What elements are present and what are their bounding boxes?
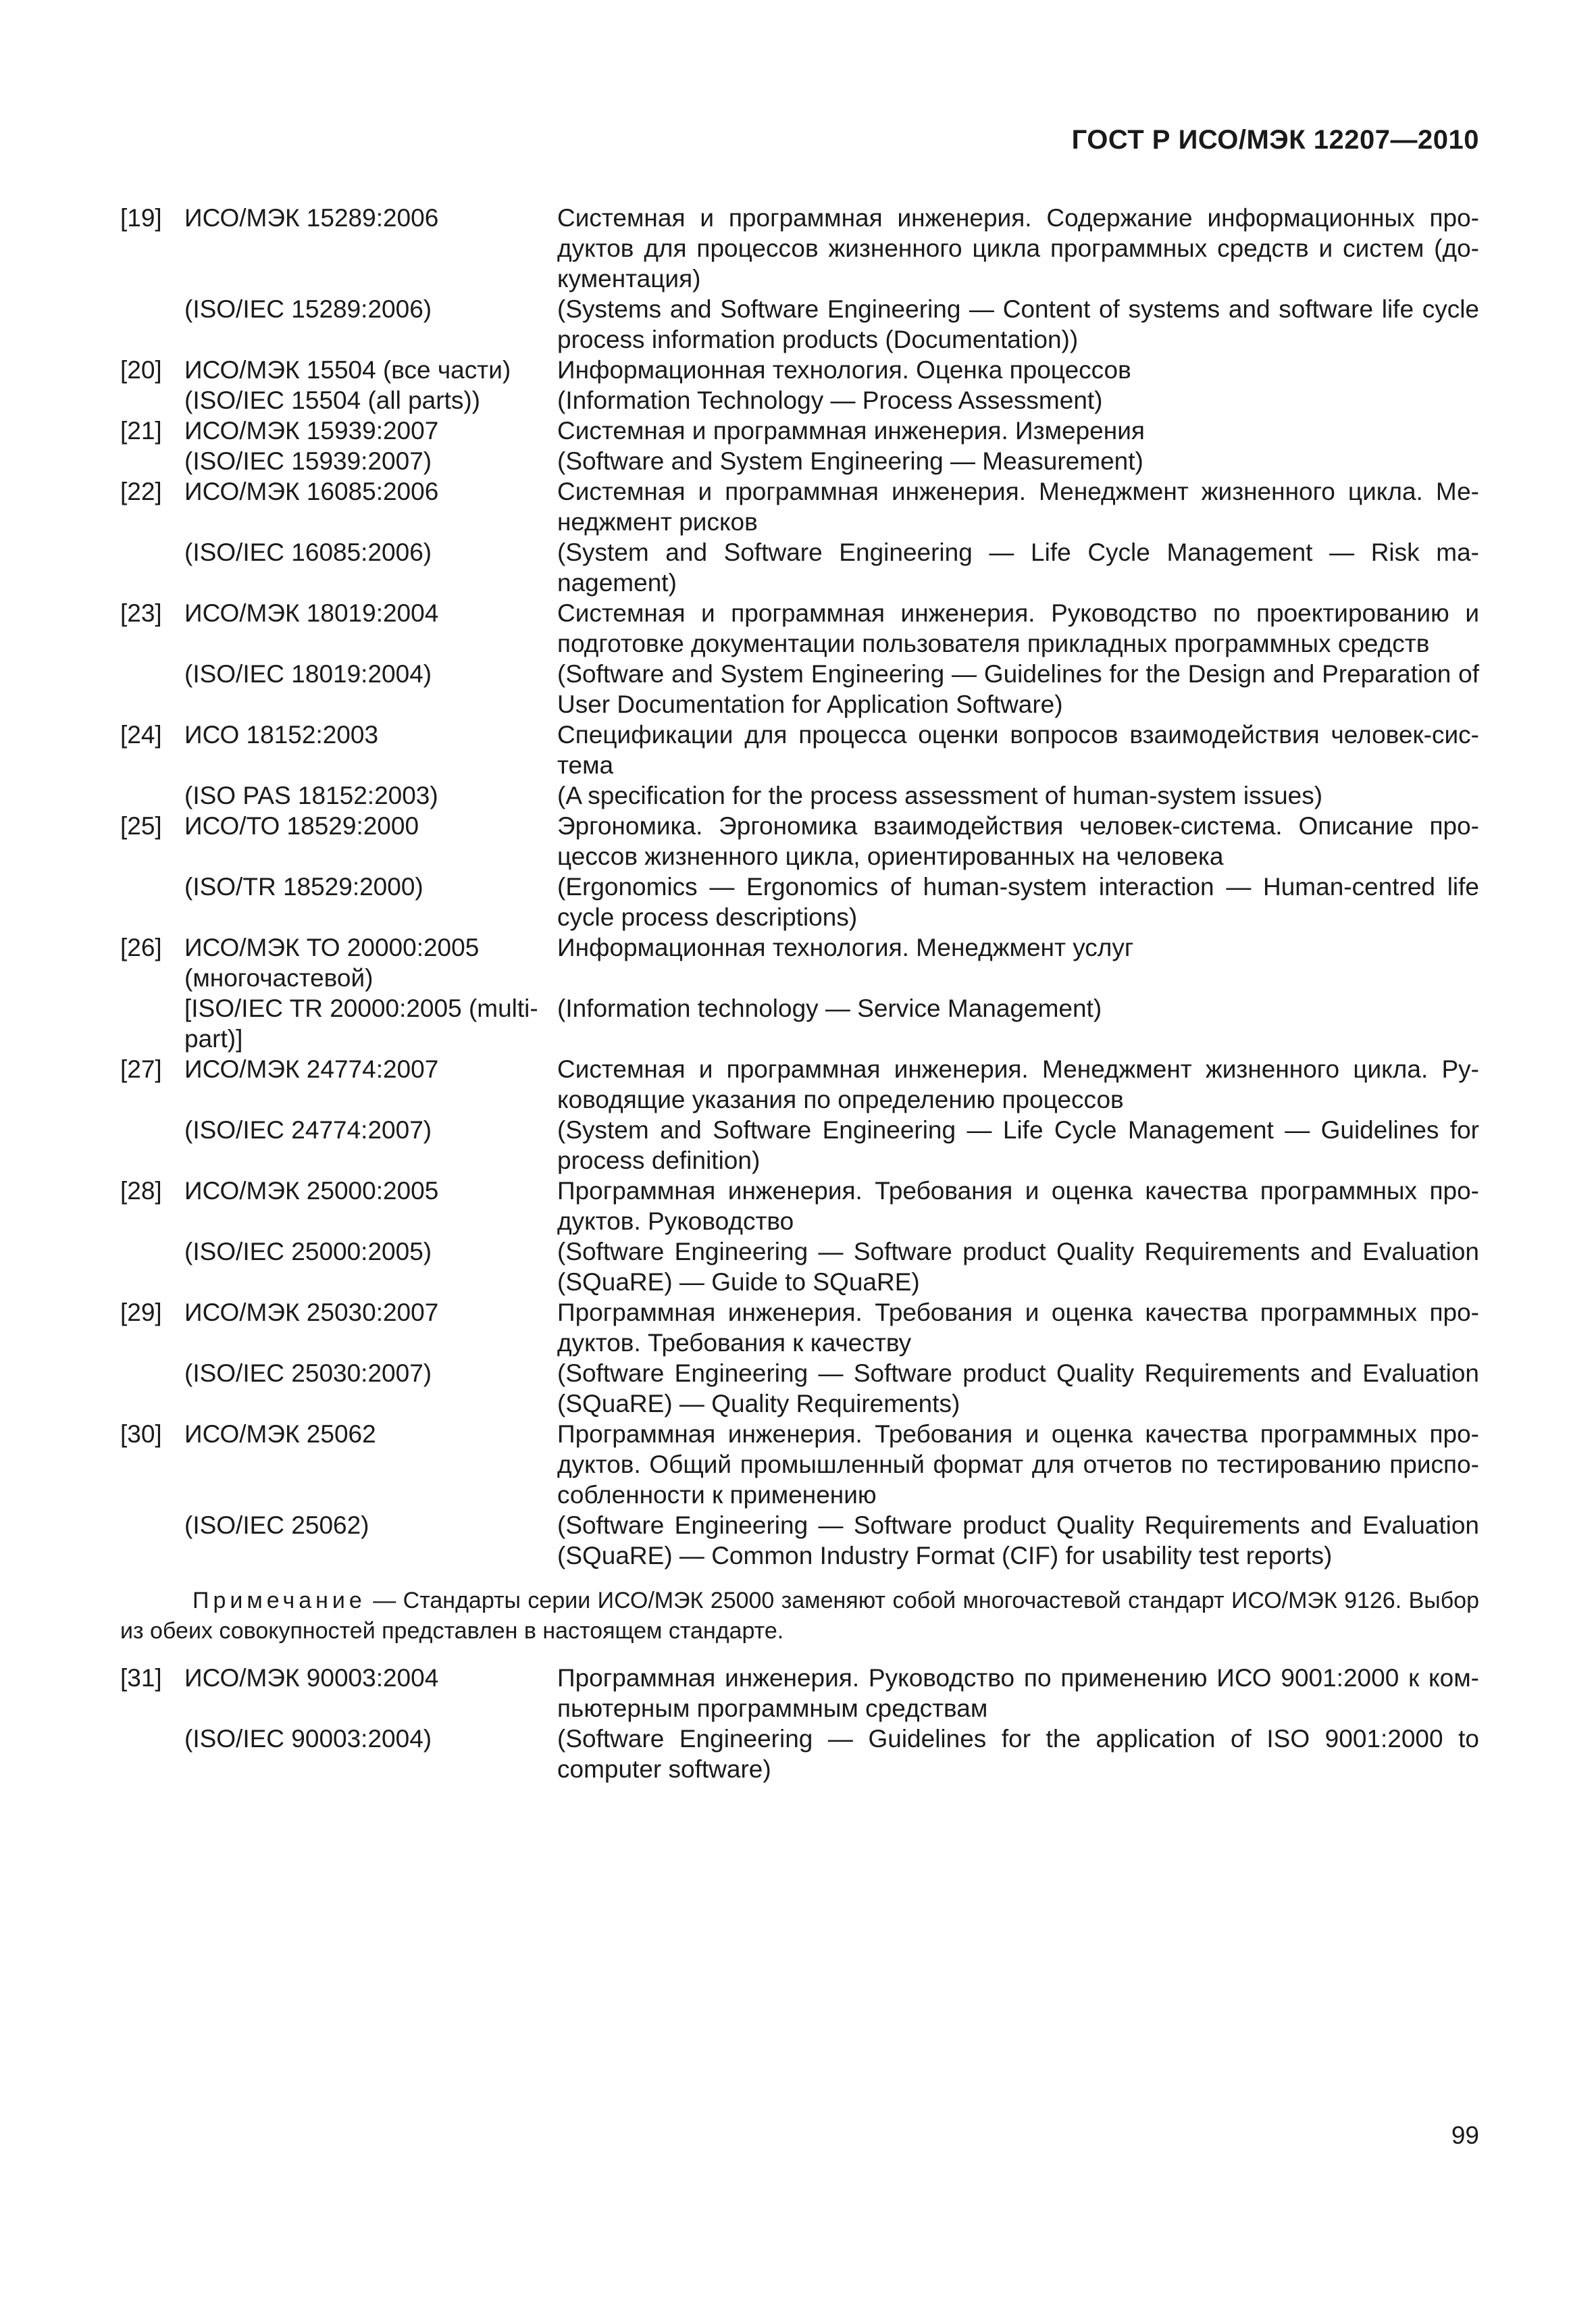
standard-title: (System and Software Engineering — Life Cycle Management — Risk management) (557, 538, 1479, 597)
reference-number: [26] (120, 934, 162, 961)
reference-row (120, 659, 1479, 720)
bibliography (120, 203, 1479, 1784)
standard-designation: (ISO/IEC 15504 (all parts)) (184, 386, 480, 414)
standard-title: (Information technology — Service Management) (557, 995, 1102, 1022)
standard-title: (Software Engineering — Software product Quality Requirements and Evaluation (SQuaRE) — Quality Requirements) (557, 1359, 1479, 1417)
standard-designation: ИСО/МЭК 15939:2007 (184, 417, 439, 445)
standard-title: (Ergonomics — Ergonomics of human-system interaction — Human-centred life cycle process descriptions) (557, 873, 1479, 931)
standard-designation: ИСО/МЭК ТО 20000:2005 (многочастевой) (184, 934, 480, 992)
reference-number: [28] (120, 1177, 162, 1205)
standard-title: Программная инженерия. Требования и оценка качества программных продуктов. Руководство (557, 1177, 1479, 1235)
reference-number (120, 1236, 184, 1297)
standard-designation: ИСО 18152:2003 (184, 721, 379, 749)
standard-title: Программная инженерия. Требования и оценка качества программных продуктов. Общий промышленный формат для отчетов по тестированию приспособленности к применению (557, 1420, 1479, 1509)
reference-number: [23] (120, 599, 162, 627)
reference-row (120, 1297, 1479, 1358)
standard-title: (Software and System Engineering — Measurement) (557, 447, 1143, 475)
reference-row (120, 1358, 1479, 1419)
standard-designation: ИСО/МЭК 25000:2005 (184, 1177, 439, 1205)
reference-number: [24] (120, 721, 162, 749)
note-text: — Стандарты серии ИСО/МЭК 25000 заменяют собой многочастевой стандарт ИСО/МЭК 9126. Выбор из обеих совокупностей представлен в настоящем стандарте. (120, 1588, 1479, 1644)
reference-number: [19] (120, 204, 162, 232)
standard-title: (System and Software Engineering — Life Cycle Management — Guidelines for process definition) (557, 1116, 1479, 1174)
reference-row (120, 1724, 1479, 1784)
reference-row (120, 294, 1479, 355)
reference-row (120, 476, 1479, 537)
reference-number: [31] (120, 1664, 162, 1692)
standard-designation: ИСО/МЭК 15289:2006 (184, 204, 439, 232)
standard-designation: ИСО/МЭК 16085:2006 (184, 478, 439, 505)
note-label: Примечание (192, 1588, 366, 1613)
standard-title: Системная и программная инженерия. Содержание информационных продуктов для процессов жизненного цикла программных средств и систем (документация) (557, 204, 1479, 293)
standard-designation: ИСО/МЭК 90003:2004 (184, 1664, 439, 1692)
standard-designation: (ISO/IEC 24774:2007) (184, 1116, 432, 1144)
reference-row (120, 993, 1479, 1054)
standard-designation: ИСО/МЭК 25030:2007 (184, 1299, 439, 1326)
standard-title: (Systems and Software Engineering — Content of systems and software life cycle process information products (Documentation)) (557, 295, 1479, 353)
standard-title: (Software and System Engineering — Guidelines for the Design and Preparation of User Documentation for Application Software) (557, 660, 1479, 718)
reference-number: [25] (120, 812, 162, 840)
note-paragraph (120, 1586, 1479, 1646)
reference-number (120, 1510, 184, 1571)
standard-designation: (ISO/IEC 90003:2004) (184, 1725, 432, 1753)
standard-designation: (ISO/IEC 18019:2004) (184, 660, 432, 688)
reference-row (120, 355, 1479, 385)
reference-number: [30] (120, 1420, 162, 1448)
reference-row (120, 446, 1479, 476)
standard-title: Системная и программная инженерия. Измерения (557, 417, 1145, 445)
reference-row (120, 203, 1479, 294)
reference-number (120, 1358, 184, 1419)
document-header: ГОСТ Р ИСО/МЭК 12207—2010 (1071, 125, 1479, 155)
standard-designation: ИСО/МЭК 24774:2007 (184, 1055, 439, 1083)
reference-number (120, 446, 184, 476)
standard-designation: ИСО/ТО 18529:2000 (184, 812, 419, 840)
standard-title: Системная и программная инженерия. Менеджмент жизненного цикла. Менеджмент рисков (557, 478, 1479, 536)
standard-designation: (ISO/TR 18529:2000) (184, 873, 423, 901)
reference-row (120, 1176, 1479, 1236)
standard-designation: (ISO/IEC 16085:2006) (184, 538, 432, 566)
reference-row (120, 385, 1479, 416)
reference-number (120, 1115, 184, 1176)
standard-title: Спецификации для процесса оценки вопросов взаимодействия человек-система (557, 721, 1479, 779)
standard-title: Программная инженерия. Руководство по применению ИСО 9001:2000 к компьютерным программным средствам (557, 1664, 1479, 1722)
standard-title: (A specification for the process assessment of human-system issues) (557, 782, 1323, 809)
reference-row (120, 1663, 1479, 1724)
reference-row (120, 1236, 1479, 1297)
reference-row (120, 780, 1479, 811)
standard-designation: (ISO PAS 18152:2003) (184, 782, 438, 809)
standard-designation: (ISO/IEC 15289:2006) (184, 295, 432, 323)
standard-title: Информационная технология. Оценка процессов (557, 356, 1131, 384)
reference-number (120, 872, 184, 932)
standard-title: Программная инженерия. Требования и оценка качества программных продуктов. Требования к качеству (557, 1299, 1479, 1357)
reference-row (120, 811, 1479, 872)
standard-title: Эргономика. Эргономика взаимодействия человек-система. Описание процессов жизненного цикла, ориентированных на человека (557, 812, 1479, 870)
reference-row (120, 720, 1479, 780)
standard-designation: ИСО/МЭК 25062 (184, 1420, 376, 1448)
reference-row (120, 416, 1479, 446)
standard-designation: ИСО/МЭК 18019:2004 (184, 599, 439, 627)
standard-designation: [ISO/IEC TR 20000:2005 (multi-part)] (184, 995, 538, 1053)
reference-number (120, 1724, 184, 1784)
reference-number: [20] (120, 356, 162, 384)
page-number: 99 (1451, 2121, 1479, 2149)
standard-title: Системная и программная инженерия. Руководство по проектированию и подготовке документации пользователя прикладных программных средств (557, 599, 1479, 657)
reference-row (120, 1510, 1479, 1571)
standard-title: (Software Engineering — Software product Quality Requirements and Evaluation (SQuaRE) — Guide to SQuaRE) (557, 1238, 1479, 1296)
standard-designation: (ISO/IEC 25030:2007) (184, 1359, 432, 1387)
standard-title: Системная и программная инженерия. Менеджмент жизненного цикла. Руководящие указания по определению процессов (557, 1055, 1479, 1113)
reference-number: [21] (120, 417, 162, 445)
reference-number (120, 659, 184, 720)
reference-number: [22] (120, 478, 162, 505)
reference-list-b (120, 1663, 1479, 1784)
reference-number (120, 385, 184, 416)
reference-number (120, 294, 184, 355)
standard-designation: ИСО/МЭК 15504 (все части) (184, 356, 511, 384)
reference-number (120, 993, 184, 1054)
standard-title: (Software Engineering — Software product Quality Requirements and Evaluation (SQuaRE) — Common Industry Format (CIF) for usability test reports) (557, 1511, 1479, 1569)
reference-list-a (120, 203, 1479, 1571)
reference-row (120, 1419, 1479, 1510)
reference-number: [27] (120, 1055, 162, 1083)
reference-number: [29] (120, 1299, 162, 1326)
reference-row (120, 598, 1479, 659)
standard-designation: (ISO/IEC 25000:2005) (184, 1238, 432, 1265)
reference-row (120, 872, 1479, 932)
reference-number (120, 780, 184, 811)
reference-row (120, 932, 1479, 993)
reference-row (120, 1054, 1479, 1115)
reference-number (120, 537, 184, 598)
standard-designation: (ISO/IEC 25062) (184, 1511, 369, 1539)
standard-title: Информационная технология. Менеджмент услуг (557, 934, 1134, 961)
standard-designation: (ISO/IEC 15939:2007) (184, 447, 432, 475)
standard-title: (Information Technology — Process Assessment) (557, 386, 1103, 414)
reference-row (120, 537, 1479, 598)
reference-row (120, 1115, 1479, 1176)
standard-title: (Software Engineering — Guidelines for the application of ISO 9001:2000 to computer software) (557, 1725, 1479, 1783)
